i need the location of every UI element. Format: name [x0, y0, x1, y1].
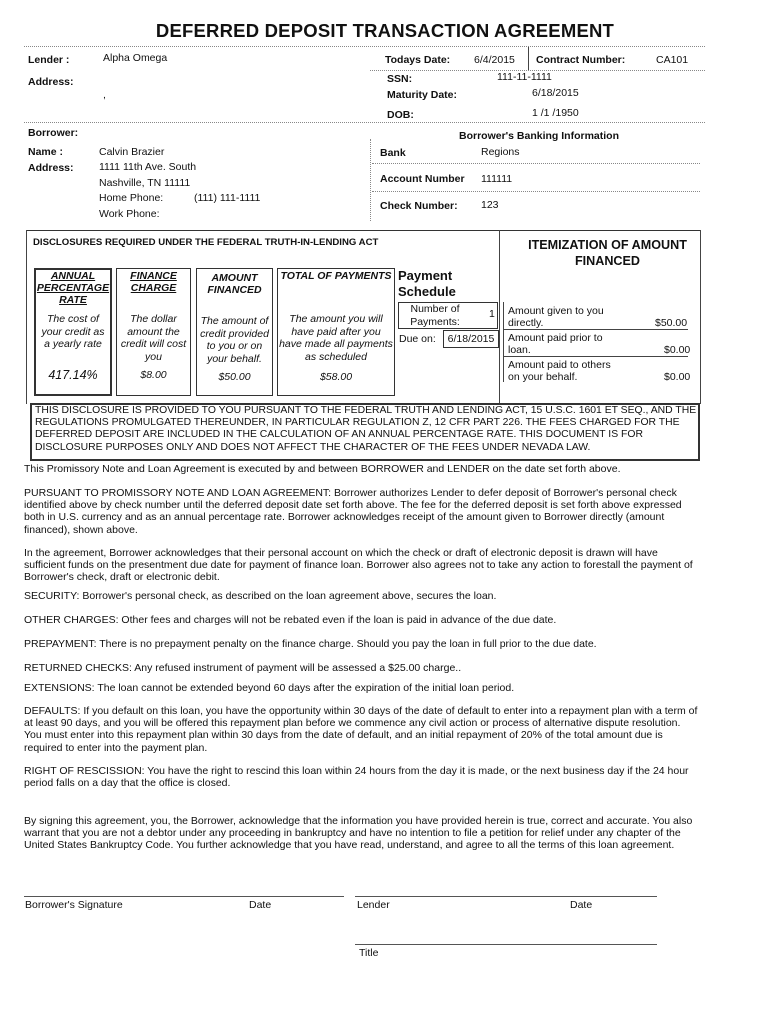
- contract-number-label: Contract Number:: [536, 54, 626, 66]
- maturity-date-label: Maturity Date:: [387, 89, 458, 101]
- borrower-date-label: Date: [249, 899, 272, 911]
- lender-date-label: Date: [570, 899, 593, 911]
- check-number-label: Check Number:: [380, 200, 458, 212]
- divider: [372, 163, 700, 164]
- account-number-label: Account Number: [380, 173, 465, 185]
- apr-heading-1: ANNUAL: [50, 270, 96, 282]
- lender-address-label: Address:: [28, 76, 74, 88]
- amount-financed-heading-1: AMOUNT: [211, 272, 258, 284]
- borrower-city: Nashville, TN 11111: [99, 177, 191, 189]
- work-phone-label: Work Phone:: [99, 208, 160, 220]
- lender-address-value: ,: [103, 89, 106, 101]
- divider: [24, 46, 705, 47]
- disclosures-heading: DISCLOSURES REQUIRED UNDER THE FEDERAL TRUTH-IN-LENDING ACT: [33, 237, 379, 248]
- borrower-signature-line[interactable]: [24, 896, 344, 897]
- banking-heading: Borrower's Banking Information: [459, 130, 620, 142]
- borrower-address-label: Address:: [28, 162, 74, 174]
- pursuant-paragraph: PURSUANT TO PROMISSORY NOTE AND LOAN AGREEMENT: Borrower authorizes Lender to defer deposit of Borrower's personal check identified above by check number until the deferred deposit date set forth above. The fee for the deferred deposit is set forth above expressed both in U.S. currency and as an annual percentage rate. Borrower acknowledges receipt of the amount given to Borrower directly (amount financed), shown above.: [24, 487, 682, 536]
- account-number-value: 111111: [481, 173, 513, 185]
- lender-signature-line[interactable]: [355, 896, 657, 897]
- divider: [503, 356, 688, 357]
- total-payments-description: The amount you will have paid after you have made all payments as scheduled: [279, 313, 393, 363]
- amount-financed-heading-2: FINANCED: [207, 284, 262, 296]
- amount-financed-description: The amount of credit provided to you or on your behalf.: [200, 315, 269, 365]
- maturity-date-value: 6/18/2015: [532, 87, 579, 99]
- borrower-name-label: Name :: [28, 146, 64, 158]
- prepayment-paragraph: PREPAYMENT: There is no prepayment penalty on the finance charge. Should you pay the loan in full prior to the due date.: [24, 638, 597, 650]
- title-label: Title: [359, 947, 379, 959]
- total-payments-heading: TOTAL OF PAYMENTS: [280, 270, 392, 282]
- divider: [503, 302, 504, 382]
- finance-charge-description: The dollar amount the credit will cost you: [120, 313, 187, 363]
- lender-signature-label: Lender: [357, 899, 390, 911]
- apr-heading-3: RATE: [59, 294, 87, 306]
- number-of-payments-value: 1: [489, 308, 495, 320]
- divider: [372, 191, 700, 192]
- divider: [26, 230, 27, 404]
- other-charges-paragraph: OTHER CHARGES: Other fees and charges will not be rebated even if the loan is paid in advance of the due date.: [24, 614, 557, 626]
- itemization-value-3: $0.00: [664, 371, 691, 383]
- divider: [503, 329, 688, 330]
- ssn-value: 111-11-1111: [497, 71, 552, 83]
- dob-value: 1 /1 /1950: [532, 107, 579, 119]
- bank-label: Bank: [380, 147, 406, 159]
- due-date-value: 6/18/2015: [447, 333, 495, 345]
- dob-label: DOB:: [387, 109, 414, 121]
- finance-charge-heading-2: CHARGE: [130, 282, 177, 294]
- returned-checks-paragraph: RETURNED CHECKS: Any refused instrument of payment will be assessed a $25.00 charge..: [24, 662, 462, 674]
- extensions-paragraph: EXTENSIONS: The loan cannot be extended beyond 60 days after the expiration of the initial loan period.: [24, 682, 515, 694]
- agreement-paragraph: In the agreement, Borrower acknowledges that their personal account on which the check or draft of electronic deposit is drawn will have sufficient funds on the presentment due date for payment of finance loan. Borrower also agrees not to take any action to forestall the payment of Borrower's check, draft or electronic debit.: [24, 547, 693, 584]
- total-payments-value: $58.00: [319, 371, 353, 383]
- divider: [26, 230, 700, 231]
- lender-label: Lender :: [28, 54, 70, 66]
- due-on-label: Due on:: [399, 333, 436, 345]
- itemization-value-2: $0.00: [664, 344, 691, 356]
- itemization-label-1: Amount given to you directly.: [508, 305, 604, 329]
- divider: [24, 122, 705, 123]
- apr-heading-2: PERCENTAGE: [36, 282, 110, 294]
- divider: [370, 139, 371, 221]
- todays-date-value: 6/4/2015: [474, 54, 515, 66]
- contract-number-value: CA101: [656, 54, 689, 66]
- intro-paragraph: This Promissory Note and Loan Agreement is executed by and between BORROWER and LENDER on the date set forth above.: [24, 463, 621, 475]
- bank-name: Regions: [481, 146, 520, 158]
- payment-schedule-heading-1: Payment: [398, 268, 453, 283]
- todays-date-label: Todays Date:: [385, 54, 451, 66]
- borrower-signature-label: Borrower's Signature: [25, 899, 123, 911]
- amount-financed-value: $50.00: [218, 371, 251, 383]
- itemization-heading: ITEMIZATION OF AMOUNT FINANCED: [528, 238, 687, 268]
- document-title: DEFERRED DEPOSIT TRANSACTION AGREEMENT: [155, 20, 615, 41]
- home-phone-value: (111) 111-1111: [194, 192, 261, 204]
- borrower-street: 1111 11th Ave. South: [99, 161, 197, 173]
- home-phone-label: Home Phone:: [99, 192, 164, 204]
- apr-description: The cost of your credit as a yearly rate: [41, 313, 105, 350]
- signing-paragraph: By signing this agreement, you, the Borrower, acknowledge that the information you have provided herein is true, correct and accurate. You also warrant that you are not a debtor under any proceeding in bankruptcy and have no intention to file a petition for relief under any chapter of the United States Bankruptcy Code. You further acknowledge that you have read, understand, and agree to all the terms of this loan agreement.: [24, 815, 693, 852]
- check-number-value: 123: [481, 199, 499, 211]
- borrower-label: Borrower:: [28, 127, 79, 139]
- apr-value: 417.14%: [48, 368, 98, 382]
- number-of-payments-label: Number of Payments:: [410, 303, 460, 328]
- itemization-label-3: Amount paid to others on your behalf.: [508, 359, 611, 383]
- finance-charge-value: $8.00: [140, 369, 167, 381]
- defaults-paragraph: DEFAULTS: If you default on this loan, you have the opportunity within 30 days of the date of default to enter into a repayment plan with a term of at least 90 days, and you will be offered this repayment plan before we commence any civil action or process of alternative dispute resolution. You must enter into this repayment plan within 30 days from the date of default, and an initial repayment of 20% of the total amount due is required to enter into the payment plan.: [24, 705, 698, 754]
- rescission-paragraph: RIGHT OF RESCISSION: You have the right to rescind this loan within 24 hours from the day it is made, or the next business day if the 24 hour period falls on a day that the office is closed.: [24, 765, 689, 790]
- regulatory-notice: THIS DISCLOSURE IS PROVIDED TO YOU PURSUANT TO THE FEDERAL TRUTH AND LENDING ACT, 15 U.S.C. 1601 ET SEQ., AND THE REGULATIONS PROMULGATED THEREUNDER, IN PARTICULAR REGULATION Z, 12 CFR PART 226. THE FEES CHARGED FOR THE DEFERRED DEPOSIT ARE INCLUDED IN THE CALCULATION OF AN ANNUAL PERCENTAGE RATE. THIS DOCUMENT IS FOR DISCLOSURE PURPOSES ONLY AND DOES NOT AFFECT THE CHARACTER OF THE FEES UNDER NEVADA LAW.: [35, 405, 697, 453]
- title-line[interactable]: [355, 944, 657, 945]
- itemization-label-2: Amount paid prior to loan.: [508, 332, 603, 356]
- finance-charge-heading-1: FINANCE: [130, 270, 177, 282]
- borrower-name: Calvin Brazier: [99, 146, 165, 158]
- security-paragraph: SECURITY: Borrower's personal check, as described on the loan agreement above, secures the loan.: [24, 590, 497, 602]
- divider: [528, 47, 529, 70]
- lender-name: Alpha Omega: [103, 52, 168, 64]
- payment-schedule-heading-2: Schedule: [398, 284, 456, 299]
- itemization-value-1: $50.00: [655, 317, 688, 329]
- ssn-label: SSN:: [387, 73, 413, 85]
